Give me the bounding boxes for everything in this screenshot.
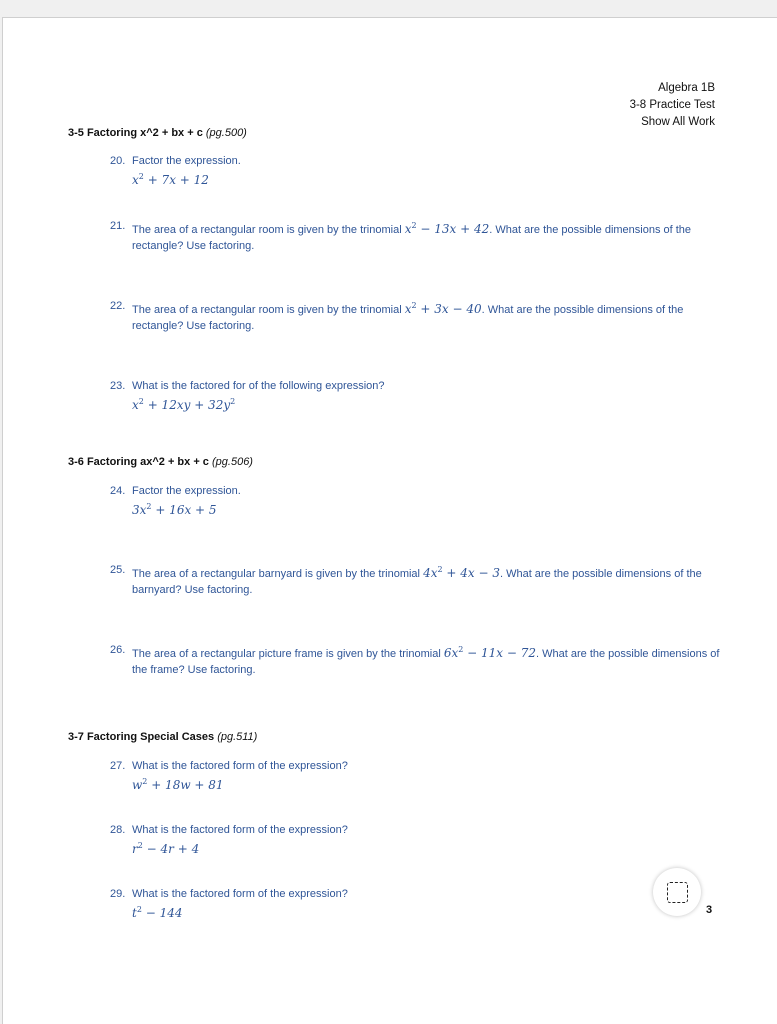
question-text-cont: . What are the possible dimensions of the rectangle? Use factoring.	[132, 224, 692, 252]
dashed-square-select-icon	[667, 882, 688, 903]
math-expression: $x^2 + 7x + 12$	[132, 172, 209, 187]
question-text: The area of a rectangular barnyard is given by the trinomial	[132, 568, 420, 580]
question-text-cont: . What are the possible dimensions of the frame? Use factoring.	[132, 648, 720, 676]
question-number: 29.	[110, 888, 126, 900]
question-text: What is the factored form of the expression?	[132, 888, 348, 900]
math-expression: $t^2 - 144$	[132, 905, 183, 920]
math-expression: $x^2 + 3x - 40$	[404, 301, 482, 316]
section-heading-3-5: 3-5 Factoring x^2 + bx + c (pg.500)	[68, 127, 247, 139]
instructions: Show All Work	[641, 116, 715, 128]
question-text: What is the factored for of the following expression?	[132, 380, 385, 392]
select-tool-button[interactable]	[653, 868, 701, 916]
math-expression: $6x^2 - 11x - 72$	[443, 645, 537, 660]
question-28	[110, 822, 720, 857]
question-text-cont: . What are the possible dimensions of the rectangle? Use factoring.	[132, 304, 684, 332]
question-text: The area of a rectangular room is given by the trinomial	[132, 304, 402, 316]
question-27	[110, 758, 720, 793]
test-title: 3-8 Practice Test	[629, 99, 715, 111]
question-number: 27.	[110, 760, 126, 772]
page-number: 3	[706, 904, 713, 916]
question-text: What is the factored form of the expression?	[132, 824, 348, 836]
question-21	[110, 218, 720, 254]
question-24	[110, 483, 720, 518]
question-text-cont: . What are the possible dimensions of the barnyard? Use factoring.	[132, 568, 702, 596]
question-22	[110, 298, 720, 334]
question-text: The area of a rectangular room is given by the trinomial	[132, 224, 402, 236]
question-text: Factor the expression.	[132, 485, 241, 497]
question-text: What is the factored form of the expression?	[132, 760, 348, 772]
question-number: 22.	[110, 300, 126, 312]
question-number: 24.	[110, 485, 126, 497]
question-number: 25.	[110, 564, 126, 576]
question-20	[110, 153, 720, 188]
question-number: 26.	[110, 644, 126, 656]
math-expression: $x^2 + 12xy + 32y^2$	[132, 397, 236, 412]
question-text: Factor the expression.	[132, 155, 241, 167]
question-text: The area of a rectangular picture frame is given by the trinomial	[132, 648, 441, 660]
question-number: 21.	[110, 220, 126, 232]
math-expression: $4x^2 + 4x - 3$	[423, 565, 500, 580]
question-23	[110, 378, 720, 413]
question-25	[110, 562, 720, 598]
section-heading-3-6: 3-6 Factoring ax^2 + bx + c (pg.506)	[68, 456, 253, 468]
math-expression: $x^2 - 13x + 42$	[404, 221, 490, 236]
course-title: Algebra 1B	[658, 82, 715, 94]
question-number: 23.	[110, 380, 126, 392]
question-26	[110, 642, 720, 678]
question-number: 28.	[110, 824, 126, 836]
math-expression: $w^2 + 18w + 81$	[132, 777, 224, 792]
section-heading-3-7: 3-7 Factoring Special Cases (pg.511)	[68, 731, 258, 743]
math-expression: $r^2 - 4r + 4$	[132, 841, 200, 856]
question-number: 20.	[110, 155, 126, 167]
math-expression: $3x^2 + 16x + 5$	[132, 502, 217, 517]
question-29	[110, 886, 720, 921]
document-header	[630, 80, 715, 131]
